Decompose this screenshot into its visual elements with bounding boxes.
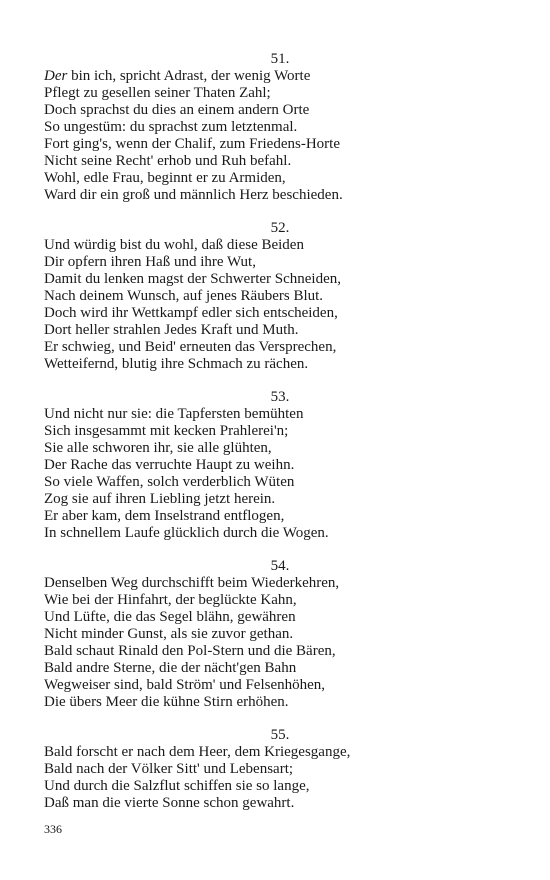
verse-text: Und durch die Salzflut schiffen sie so lange, — [44, 778, 310, 794]
verse-line — [44, 406, 514, 423]
verse-text: Wohl, edle Frau, beginnt er zu Armiden, — [44, 170, 286, 186]
stanza-number: 53. — [270, 389, 290, 405]
verse-line — [44, 305, 514, 322]
verse-line — [44, 153, 514, 170]
verse-text: bin ich, spricht Adrast, der wenig Worte — [67, 68, 311, 84]
verse-line — [44, 609, 514, 626]
verse-text: Zog sie auf ihren Liebling jetzt herein. — [44, 491, 276, 507]
stanza — [44, 51, 514, 204]
verse-line — [44, 744, 514, 761]
verse-line — [44, 271, 514, 288]
verse-text: Pflegt zu gesellen seiner Thaten Zahl; — [44, 85, 271, 101]
verse-line — [44, 423, 514, 440]
poem-page — [44, 51, 514, 812]
verse-line — [44, 85, 514, 102]
verse-line — [44, 136, 514, 153]
stanza-number: 55. — [270, 727, 290, 743]
stanza — [44, 558, 514, 711]
verse-line — [44, 525, 514, 542]
stanza-number: 51. — [270, 51, 290, 67]
verse-text: Dort heller strahlen Jedes Kraft und Muth. — [44, 322, 299, 338]
verse-text: Sich insgesammt mit kecken Prahlerei'n; — [44, 423, 289, 439]
verse-text: Sie alle schworen ihr, sie alle glühten, — [44, 440, 272, 456]
verse-line — [44, 508, 514, 525]
verse-text: Er schwieg, und Beid' erneuten das Versprechen, — [44, 339, 337, 355]
verse-text: Damit du lenken magst der Schwerter Schneiden, — [44, 271, 341, 287]
verse-text: Nicht minder Gunst, als sie zuvor gethan. — [44, 626, 294, 642]
verse-line — [44, 474, 514, 491]
verse-text: Der Rache das verruchte Haupt zu weihn. — [44, 457, 295, 473]
verse-line — [44, 68, 514, 85]
stanza — [44, 727, 514, 812]
verse-text: Wie bei der Hinfahrt, der beglückte Kahn, — [44, 592, 297, 608]
verse-text: Daß man die vierte Sonne schon gewahrt. — [44, 795, 295, 811]
verse-text: Fort ging's, wenn der Chalif, zum Friedens-Horte — [44, 136, 340, 152]
verse-text: Dir opfern ihren Haß und ihre Wut, — [44, 254, 256, 270]
verse-line — [44, 778, 514, 795]
verse-line — [44, 575, 514, 592]
verse-line — [44, 643, 514, 660]
verse-text: Bald nach der Völker Sitt' und Lebensart; — [44, 761, 294, 777]
verse-text: Bald schaut Rinald den Pol-Stern und die Bären, — [44, 643, 336, 659]
verse-text: Wetteifernd, blutig ihre Schmach zu rächen. — [44, 356, 309, 372]
verse-line — [44, 254, 514, 271]
stanza — [44, 220, 514, 373]
verse-line — [44, 795, 514, 812]
verse-text: Die übers Meer die kühne Stirn erhöhen. — [44, 694, 289, 710]
verse-text: Denselben Weg durchschifft beim Wiederkehren, — [44, 575, 340, 591]
verse-line — [44, 339, 514, 356]
verse-line — [44, 761, 514, 778]
verse-line — [44, 356, 514, 373]
verse-text: Und Lüfte, die das Segel blähn, gewähren — [44, 609, 296, 625]
verse-text: Bald forscht er nach dem Heer, dem Kriegesgange, — [44, 744, 351, 760]
verse-line — [44, 187, 514, 204]
verse-text: Er aber kam, dem Inselstrand entflogen, — [44, 508, 285, 524]
verse-text: Nicht seine Recht' erhob und Ruh befahl. — [44, 153, 292, 169]
verse-line — [44, 440, 514, 457]
stanza-number: 54. — [270, 558, 290, 574]
verse-text: Ward dir ein groß und männlich Herz beschieden. — [44, 187, 343, 203]
verse-text: Nach deinem Wunsch, auf jenes Räubers Blut. — [44, 288, 324, 304]
verse-text: In schnellem Laufe glücklich durch die Wogen. — [44, 525, 329, 541]
verse-line — [44, 119, 514, 136]
verse-line — [44, 491, 514, 508]
verse-text: So viele Waffen, solch verderblich Wüten — [44, 474, 295, 490]
verse-text: Doch wird ihr Wettkampf edler sich entscheiden, — [44, 305, 338, 321]
page-number: 336 — [44, 822, 62, 836]
verse-lead-word: Der — [44, 68, 68, 84]
verse-line — [44, 288, 514, 305]
verse-text: Und nicht nur sie: die Tapfersten bemühten — [44, 406, 304, 422]
verse-line — [44, 322, 514, 339]
verse-line — [44, 694, 514, 711]
verse-text: So ungestüm: du sprachst zum letztenmal. — [44, 119, 298, 135]
verse-line — [44, 626, 514, 643]
verse-line — [44, 677, 514, 694]
verse-text: Bald andre Sterne, die der nächt'gen Bahn — [44, 660, 297, 676]
verse-text: Wegweiser sind, bald Ström' und Felsenhöhen, — [44, 677, 326, 693]
verse-line — [44, 237, 514, 254]
verse-line — [44, 170, 514, 187]
stanza-list — [44, 51, 514, 812]
verse-text: Und würdig bist du wohl, daß diese Beiden — [44, 237, 304, 253]
verse-line — [44, 102, 514, 119]
verse-line — [44, 660, 514, 677]
verse-line — [44, 457, 514, 474]
verse-line — [44, 592, 514, 609]
stanza — [44, 389, 514, 542]
stanza-number: 52. — [270, 220, 290, 236]
verse-text: Doch sprachst du dies an einem andern Orte — [44, 102, 310, 118]
